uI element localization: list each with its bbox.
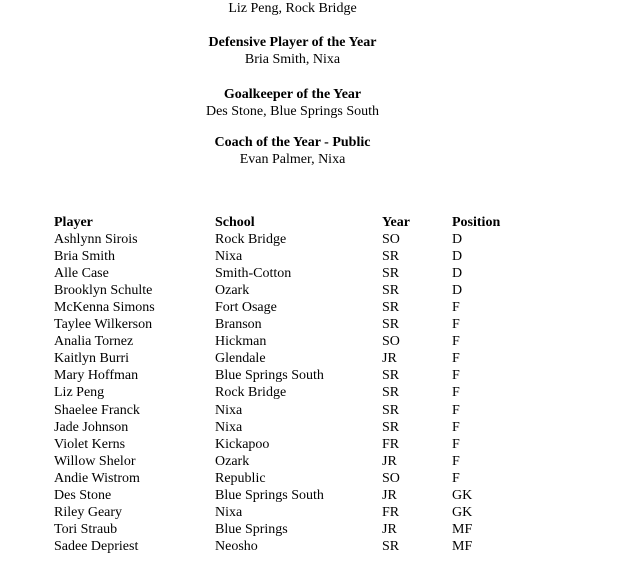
- player-cell: Willow Shelor: [54, 453, 136, 469]
- position-cell: D: [452, 266, 463, 282]
- school-cell: Blue Springs South: [215, 487, 324, 503]
- school-cell: Fort Osage: [215, 300, 277, 316]
- player-cell: Mary Hoffman: [54, 368, 139, 384]
- player-cell: Kaitlyn Burri: [54, 351, 130, 367]
- table-row: [0, 453, 617, 470]
- year-cell: SR: [382, 317, 400, 333]
- year-cell: FR: [382, 504, 400, 520]
- all-state-roster-table: [0, 214, 617, 555]
- table-row: [0, 419, 617, 436]
- school-cell: Rock Bridge: [215, 385, 287, 401]
- position-cell: F: [452, 351, 460, 367]
- year-cell: SR: [382, 249, 400, 265]
- header-position: Position: [452, 215, 501, 230]
- position-cell: F: [452, 470, 460, 486]
- top-award-winner: Liz Peng, Rock Bridge: [228, 1, 357, 16]
- school-cell: Nixa: [215, 402, 243, 418]
- school-cell: Glendale: [215, 351, 266, 367]
- table-row: [0, 521, 617, 538]
- year-cell: SO: [382, 232, 400, 248]
- table-row: [0, 316, 617, 333]
- player-cell: Andie Wistrom: [54, 470, 140, 486]
- year-cell: SO: [382, 470, 400, 486]
- goalkeeper-award-winner: Des Stone, Blue Springs South: [205, 104, 380, 119]
- position-cell: D: [452, 249, 463, 265]
- position-cell: F: [452, 402, 460, 418]
- position-cell: F: [452, 385, 460, 401]
- player-cell: Alle Case: [54, 266, 109, 282]
- table-header-row: [0, 214, 617, 231]
- year-cell: SO: [382, 334, 400, 350]
- table-row: [0, 538, 617, 555]
- table-row: [0, 487, 617, 504]
- player-cell: Violet Kerns: [54, 436, 126, 452]
- player-cell: Liz Peng: [54, 385, 105, 401]
- header-school: School: [215, 215, 255, 230]
- year-cell: JR: [382, 521, 397, 537]
- year-cell: SR: [382, 368, 400, 384]
- school-cell: Hickman: [215, 334, 267, 350]
- table-row: [0, 350, 617, 367]
- table-row: [0, 333, 617, 350]
- school-cell: Rock Bridge: [215, 232, 287, 248]
- school-cell: Kickapoo: [215, 436, 270, 452]
- table-row: [0, 436, 617, 453]
- position-cell: GK: [452, 504, 473, 520]
- table-row: [0, 402, 617, 419]
- position-cell: D: [452, 283, 463, 299]
- school-cell: Smith-Cotton: [215, 266, 292, 282]
- coach-award-winner: Evan Palmer, Nixa: [239, 152, 346, 167]
- coach-award-title: Coach of the Year - Public: [214, 135, 371, 150]
- school-cell: Nixa: [215, 504, 243, 520]
- year-cell: SR: [382, 283, 400, 299]
- goalkeeper-award-title: Goalkeeper of the Year: [223, 87, 362, 102]
- position-cell: MF: [452, 538, 473, 554]
- table-row: [0, 470, 617, 487]
- table-row: [0, 231, 617, 248]
- table-row: [0, 367, 617, 384]
- player-cell: Tori Straub: [54, 521, 118, 537]
- player-cell: Analia Tornez: [54, 334, 134, 350]
- position-cell: MF: [452, 521, 473, 537]
- position-cell: GK: [452, 487, 473, 503]
- position-cell: F: [452, 317, 460, 333]
- school-cell: Nixa: [215, 419, 243, 435]
- table-row: [0, 299, 617, 316]
- year-cell: SR: [382, 385, 400, 401]
- school-cell: Ozark: [215, 453, 250, 469]
- school-cell: Nixa: [215, 249, 243, 265]
- school-cell: Republic: [215, 470, 266, 486]
- position-cell: F: [452, 368, 460, 384]
- year-cell: FR: [382, 436, 400, 452]
- defensive-award-title: Defensive Player of the Year: [208, 35, 377, 50]
- school-cell: Ozark: [215, 283, 250, 299]
- player-cell: Ashlynn Sirois: [54, 232, 138, 248]
- year-cell: SR: [382, 266, 400, 282]
- year-cell: JR: [382, 453, 397, 469]
- player-cell: Bria Smith: [54, 249, 116, 265]
- year-cell: SR: [382, 419, 400, 435]
- school-cell: Blue Springs: [215, 521, 288, 537]
- school-cell: Neosho: [215, 538, 258, 554]
- player-cell: Shaelee Franck: [54, 402, 140, 418]
- position-cell: F: [452, 334, 460, 350]
- player-cell: Sadee Depriest: [54, 538, 139, 554]
- defensive-award-winner: Bria Smith, Nixa: [244, 52, 341, 67]
- header-year: Year: [382, 215, 410, 230]
- year-cell: SR: [382, 402, 400, 418]
- year-cell: SR: [382, 300, 400, 316]
- position-cell: F: [452, 453, 460, 469]
- position-cell: D: [452, 232, 463, 248]
- header-player: Player: [54, 215, 93, 230]
- table-row: [0, 504, 617, 521]
- table-row: [0, 248, 617, 265]
- year-cell: JR: [382, 351, 397, 367]
- year-cell: JR: [382, 487, 397, 503]
- player-cell: Taylee Wilkerson: [54, 317, 153, 333]
- player-cell: Jade Johnson: [54, 419, 129, 435]
- position-cell: F: [452, 300, 460, 316]
- player-cell: Riley Geary: [54, 504, 123, 520]
- position-cell: F: [452, 419, 460, 435]
- school-cell: Branson: [215, 317, 262, 333]
- position-cell: F: [452, 436, 460, 452]
- player-cell: Brooklyn Schulte: [54, 283, 153, 299]
- player-cell: Des Stone: [54, 487, 112, 503]
- player-cell: McKenna Simons: [54, 300, 155, 316]
- year-cell: SR: [382, 538, 400, 554]
- school-cell: Blue Springs South: [215, 368, 324, 384]
- table-row: [0, 384, 617, 401]
- table-row: [0, 282, 617, 299]
- table-row: [0, 265, 617, 282]
